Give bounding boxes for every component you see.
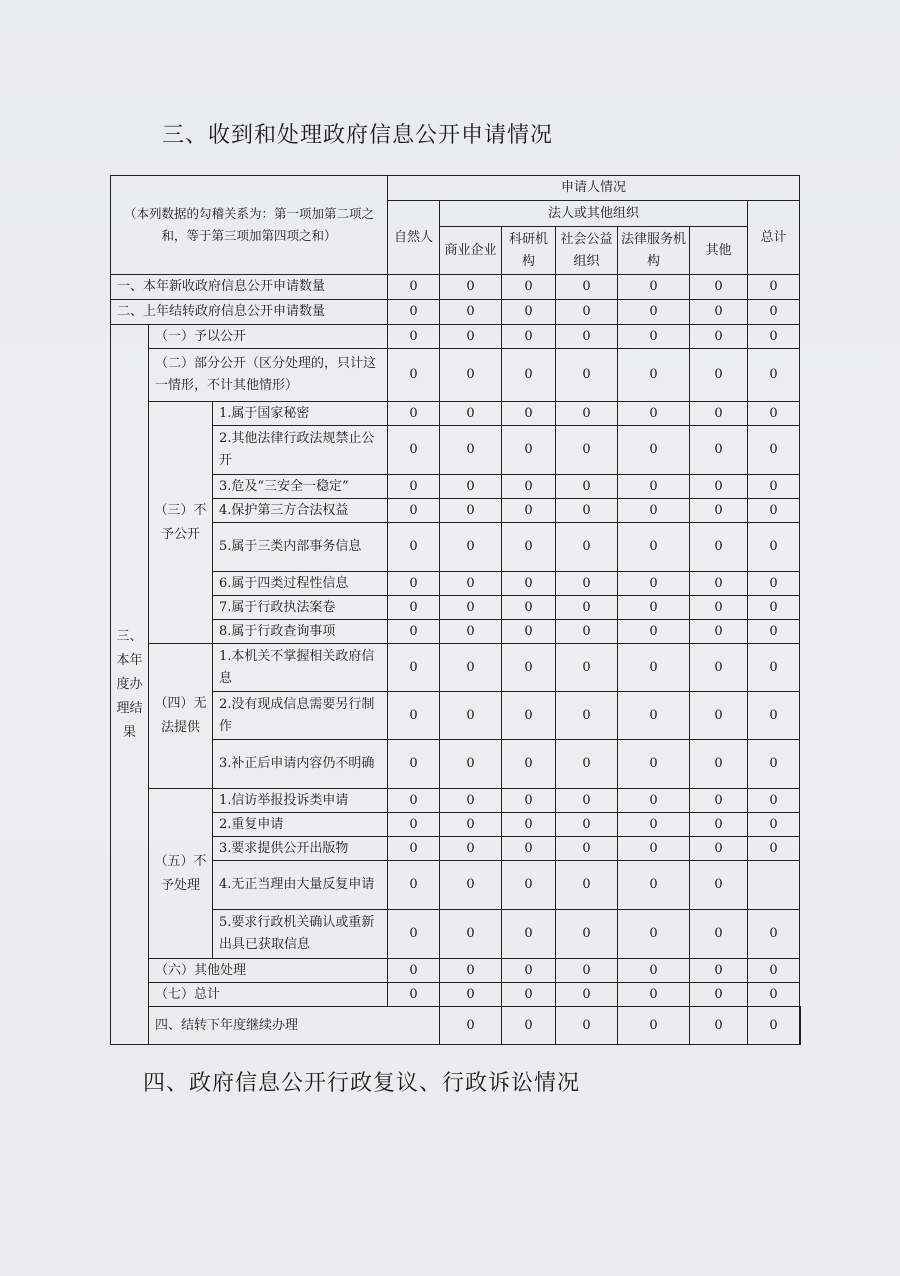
table-row: [111, 572, 801, 596]
table-row: [111, 349, 801, 402]
value-cell: 0: [388, 740, 440, 789]
value-cell: 0: [440, 620, 502, 644]
value-cell: 0: [690, 644, 748, 692]
value-cell: 0: [618, 1007, 690, 1045]
value-cell: 0: [748, 644, 800, 692]
row-label: 3.要求提供公开出版物: [213, 837, 388, 861]
value-cell: 0: [748, 620, 800, 644]
value-cell: 0: [618, 983, 690, 1007]
value-cell: 0: [388, 596, 440, 620]
value-cell: 0: [502, 813, 556, 837]
value-cell: 0: [748, 325, 800, 349]
value-cell: 0: [690, 861, 748, 910]
value-cell: 0: [556, 813, 618, 837]
value-cell: 0: [502, 572, 556, 596]
value-cell: 0: [556, 499, 618, 523]
table-row: [111, 789, 801, 813]
group-label-e: （五）不予处理: [149, 789, 213, 959]
value-cell: 0: [618, 300, 690, 325]
value-cell: 0: [502, 644, 556, 692]
value-cell: 0: [556, 1007, 618, 1045]
value-cell: 0: [502, 692, 556, 740]
value-cell: 0: [618, 620, 690, 644]
value-cell: 0: [618, 523, 690, 572]
value-cell: 0: [690, 300, 748, 325]
value-cell: 0: [556, 789, 618, 813]
value-cell: 0: [388, 644, 440, 692]
value-cell: 0: [556, 983, 618, 1007]
value-cell: 0: [618, 402, 690, 426]
row-label: （二）部分公开（区分处理的，只计这一情形，不计其他情形）: [149, 349, 388, 402]
value-cell: 0: [388, 426, 440, 475]
value-cell: 0: [748, 572, 800, 596]
row-label: 一、本年新收政府信息公开申请数量: [111, 275, 388, 300]
value-cell: 0: [690, 475, 748, 499]
value-cell: 0: [556, 275, 618, 300]
value-cell: 0: [388, 572, 440, 596]
value-cell: 0: [748, 1007, 800, 1045]
table-row: [111, 813, 801, 837]
table-row: [111, 325, 801, 349]
row-label: 4.无正当理由大量反复申请: [213, 861, 388, 910]
value-cell: 0: [618, 349, 690, 402]
section-heading-4: 四、政府信息公开行政复议、行政诉讼情况: [143, 1071, 581, 1096]
value-cell: 0: [502, 740, 556, 789]
row-label: 1.信访举报投诉类申请: [213, 789, 388, 813]
row-label: 二、上年结转政府信息公开申请数量: [111, 300, 388, 325]
row-label: 四、结转下年度继续办理: [149, 1007, 440, 1045]
value-cell: 0: [748, 692, 800, 740]
value-cell: 0: [502, 402, 556, 426]
value-cell: 0: [690, 499, 748, 523]
value-cell: 0: [502, 475, 556, 499]
row-label: 1.本机关不掌握相关政府信息: [213, 644, 388, 692]
value-cell: 0: [440, 740, 502, 789]
value-cell: 0: [556, 426, 618, 475]
value-cell: 0: [690, 620, 748, 644]
value-cell: 0: [748, 275, 800, 300]
value-cell: 0: [440, 499, 502, 523]
value-cell: 0: [556, 300, 618, 325]
value-cell: 0: [388, 325, 440, 349]
value-cell: 0: [556, 572, 618, 596]
value-cell: 0: [502, 1007, 556, 1045]
header-other: 其他: [690, 227, 748, 275]
header-commercial: 商业企业: [440, 227, 502, 275]
value-cell: 0: [388, 300, 440, 325]
value-cell: 0: [388, 789, 440, 813]
table-row: [111, 523, 801, 572]
value-cell: 0: [748, 789, 800, 813]
value-cell: 0: [690, 325, 748, 349]
value-cell: 0: [440, 837, 502, 861]
value-cell: 0: [502, 426, 556, 475]
table-row: [111, 983, 801, 1007]
value-cell: 0: [690, 983, 748, 1007]
value-cell: 0: [502, 910, 556, 959]
table-row: [111, 740, 801, 789]
value-cell: 0: [502, 349, 556, 402]
group-label-c: （三）不予公开: [149, 402, 213, 644]
value-cell: 0: [618, 475, 690, 499]
value-cell: 0: [388, 910, 440, 959]
row-label: 1.属于国家秘密: [213, 402, 388, 426]
value-cell: 0: [440, 692, 502, 740]
table-row: [111, 620, 801, 644]
row-label: 3.危及“三安全一稳定”: [213, 475, 388, 499]
value-cell: 0: [502, 523, 556, 572]
value-cell: 0: [388, 983, 440, 1007]
value-cell: 0: [502, 499, 556, 523]
value-cell: 0: [748, 300, 800, 325]
value-cell: 0: [502, 275, 556, 300]
value-cell: 0: [388, 837, 440, 861]
value-cell: 0: [690, 813, 748, 837]
section-heading-3: 三、收到和处理政府信息公开申请情况: [162, 123, 554, 148]
value-cell: 0: [556, 620, 618, 644]
value-cell: 0: [748, 349, 800, 402]
value-cell: 0: [556, 523, 618, 572]
value-cell: 0: [440, 910, 502, 959]
value-cell: 0: [388, 813, 440, 837]
value-cell: 0: [440, 1007, 502, 1045]
value-cell: 0: [556, 861, 618, 910]
value-cell: 0: [556, 740, 618, 789]
value-cell: 0: [748, 983, 800, 1007]
value-cell: 0: [690, 572, 748, 596]
value-cell: 0: [690, 910, 748, 959]
value-cell: 0: [440, 475, 502, 499]
value-cell: 0: [388, 402, 440, 426]
header-research: 科研机构: [502, 227, 556, 275]
value-cell: 0: [502, 837, 556, 861]
header-natural-person: 自然人: [388, 201, 440, 275]
value-cell: 0: [440, 325, 502, 349]
value-cell: 0: [618, 426, 690, 475]
value-cell: 0: [748, 910, 800, 959]
header-legal-service: 法律服务机构: [618, 227, 690, 275]
header-total: 总计: [748, 201, 800, 275]
row-label: 4.保护第三方合法权益: [213, 499, 388, 523]
value-cell: 0: [690, 1007, 748, 1045]
value-cell: 0: [618, 861, 690, 910]
row-label: （七）总计: [149, 983, 388, 1007]
value-cell: 0: [748, 402, 800, 426]
value-cell: 0: [440, 813, 502, 837]
value-cell: 0: [502, 300, 556, 325]
table-row: [111, 275, 801, 300]
value-cell: 0: [502, 620, 556, 644]
value-cell: 0: [556, 910, 618, 959]
value-cell: 0: [556, 475, 618, 499]
value-cell: 0: [556, 325, 618, 349]
value-cell: 0: [556, 402, 618, 426]
value-cell: 0: [556, 349, 618, 402]
value-cell: 0: [618, 813, 690, 837]
group-label-d: （四）无法提供: [149, 644, 213, 789]
value-cell: 0: [748, 959, 800, 983]
value-cell: 0: [556, 837, 618, 861]
value-cell: 0: [690, 692, 748, 740]
value-cell: 0: [502, 983, 556, 1007]
table-row: [111, 910, 801, 959]
value-cell: 0: [618, 837, 690, 861]
row-label: 8.属于行政查询事项: [213, 620, 388, 644]
table-row: [111, 959, 801, 983]
value-cell: 0: [690, 959, 748, 983]
value-cell: 0: [618, 572, 690, 596]
value-cell: 0: [690, 596, 748, 620]
value-cell: 0: [388, 499, 440, 523]
value-cell: 0: [556, 959, 618, 983]
value-cell: 0: [388, 475, 440, 499]
table-row: [111, 644, 801, 692]
value-cell: 0: [748, 837, 800, 861]
row-label: 7.属于行政执法案卷: [213, 596, 388, 620]
value-cell: 0: [690, 402, 748, 426]
value-cell: 0: [388, 692, 440, 740]
value-cell: 0: [440, 275, 502, 300]
value-cell: 0: [440, 959, 502, 983]
value-cell: 0: [618, 789, 690, 813]
value-cell: 0: [690, 837, 748, 861]
table-row: [111, 596, 801, 620]
value-cell: 0: [618, 910, 690, 959]
value-cell: 0: [440, 789, 502, 813]
value-cell: 0: [618, 499, 690, 523]
table-row: [111, 499, 801, 523]
value-cell: [800, 1007, 801, 1045]
row-label: 3.补正后申请内容仍不明确: [213, 740, 388, 789]
value-cell: 0: [748, 813, 800, 837]
value-cell: 0: [388, 861, 440, 910]
value-cell: 0: [440, 572, 502, 596]
value-cell: 0: [502, 861, 556, 910]
section-3-label: 三、本年度办理结果: [111, 325, 149, 1045]
row-label: 2.没有现成信息需要另行制作: [213, 692, 388, 740]
value-cell: 0: [748, 499, 800, 523]
value-cell: 0: [690, 349, 748, 402]
value-cell: 0: [748, 596, 800, 620]
table-row: [111, 475, 801, 499]
value-cell: 0: [440, 426, 502, 475]
row-label: （六）其他处理: [149, 959, 388, 983]
value-cell: 0: [388, 275, 440, 300]
value-cell: 0: [618, 644, 690, 692]
value-cell: 0: [502, 325, 556, 349]
row-label: 5.属于三类内部事务信息: [213, 523, 388, 572]
value-cell: 0: [440, 596, 502, 620]
value-cell: 0: [748, 426, 800, 475]
table-row: [111, 692, 801, 740]
table-row: [111, 837, 801, 861]
value-cell: 0: [748, 523, 800, 572]
value-cell: 0: [502, 789, 556, 813]
value-cell: 0: [440, 402, 502, 426]
value-cell: 0: [440, 644, 502, 692]
row-label: 2.重复申请: [213, 813, 388, 837]
applications-table: [110, 175, 801, 1045]
row-label: 5.要求行政机关确认或重新出具已获取信息: [213, 910, 388, 959]
row-label: （一）予以公开: [149, 325, 388, 349]
header-social-welfare: 社会公益组织: [556, 227, 618, 275]
value-cell: 0: [440, 523, 502, 572]
table-note: （本列数据的勾稽关系为：第一项加第二项之和，等于第三项加第四项之和）: [111, 176, 388, 275]
row-label: 2.其他法律行政法规禁止公开: [213, 426, 388, 475]
value-cell: 0: [440, 983, 502, 1007]
table-row: [111, 402, 801, 426]
value-cell: 0: [748, 475, 800, 499]
value-cell: 0: [618, 692, 690, 740]
header-applicant-situation: 申请人情况: [388, 176, 800, 201]
value-cell: 0: [556, 692, 618, 740]
value-cell: 0: [690, 523, 748, 572]
table-row: [111, 300, 801, 325]
value-cell: 0: [388, 959, 440, 983]
value-cell: 0: [618, 740, 690, 789]
value-cell: 0: [618, 596, 690, 620]
value-cell: 0: [690, 740, 748, 789]
value-cell: 0: [618, 959, 690, 983]
value-cell: 0: [440, 349, 502, 402]
value-cell: 0: [618, 325, 690, 349]
value-cell: 0: [440, 300, 502, 325]
table-row: [111, 1007, 801, 1045]
row-label: 6.属于四类过程性信息: [213, 572, 388, 596]
value-cell: 0: [690, 426, 748, 475]
value-cell: 0: [690, 275, 748, 300]
value-cell: 0: [690, 789, 748, 813]
value-cell: 0: [748, 740, 800, 789]
value-cell: 0: [556, 644, 618, 692]
table-row: [111, 861, 801, 910]
value-cell: 0: [440, 861, 502, 910]
value-cell: 0: [502, 959, 556, 983]
header-legal-or-other: 法人或其他组织: [440, 201, 748, 227]
value-cell-empty: [748, 861, 800, 910]
value-cell: 0: [388, 620, 440, 644]
value-cell: 0: [556, 596, 618, 620]
value-cell: 0: [388, 523, 440, 572]
table-row: [111, 426, 801, 475]
value-cell: 0: [388, 349, 440, 402]
value-cell: 0: [502, 596, 556, 620]
value-cell: 0: [618, 275, 690, 300]
